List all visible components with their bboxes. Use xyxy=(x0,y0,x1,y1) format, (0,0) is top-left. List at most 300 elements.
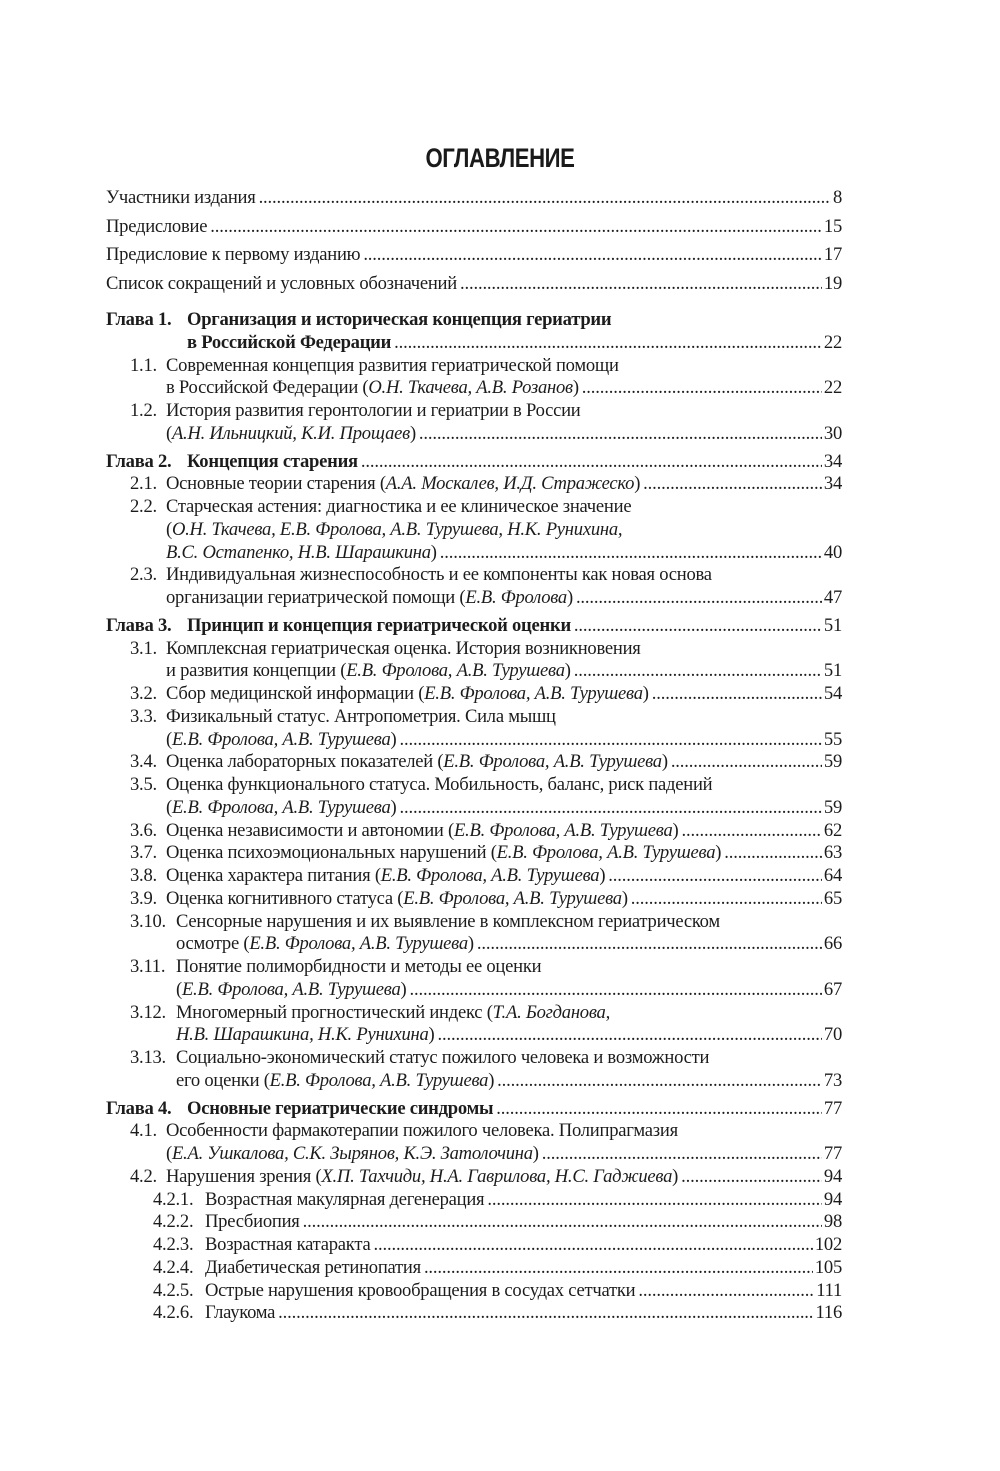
section-entry[interactable] xyxy=(106,956,842,1002)
entry-line xyxy=(106,1002,842,1025)
entry-title xyxy=(166,660,571,683)
entry-authors: Е.А. Ушкалова, С.К. Зырянов, К.Э. Затолочина xyxy=(171,1143,533,1164)
page-number: 67 xyxy=(823,978,842,1000)
entry-title xyxy=(166,1120,678,1143)
entry-text: Оценка лабораторных показателей ( xyxy=(166,751,444,773)
entry-line xyxy=(106,564,842,587)
entry-number: Глава 1. xyxy=(106,309,172,330)
dot-leader xyxy=(438,1024,822,1047)
entry-authors: О.Н. Ткачева, Е.В. Фролова, А.В. Турушева, Н.К. Рунихина, xyxy=(171,518,623,540)
entry-line xyxy=(106,1143,842,1166)
dot-leader xyxy=(399,797,821,820)
subsection-entry[interactable] xyxy=(106,1234,842,1257)
front-matter xyxy=(106,186,842,300)
entry-text: Организация и историческая концепция гериатрии xyxy=(187,309,612,330)
entry-text: ( xyxy=(166,518,172,540)
entry-title xyxy=(166,355,619,378)
entry-text: Принцип и концепция гериатрической оценки xyxy=(187,614,571,636)
entry-text: Сбор медицинской информации ( xyxy=(166,683,425,704)
entry-line xyxy=(106,979,842,1002)
chapter-entry[interactable] xyxy=(106,615,842,638)
subsection-entry[interactable] xyxy=(106,1280,842,1303)
section-entry[interactable] xyxy=(106,706,842,752)
entry-authors: А.А. Москалев, И.Д. Стражеско xyxy=(385,473,635,495)
section-entry[interactable] xyxy=(106,355,842,401)
entry-line xyxy=(106,400,842,423)
entry-title xyxy=(166,473,640,496)
entry-number: Глава 4. xyxy=(106,1097,172,1119)
entry-title xyxy=(166,774,712,797)
entry-line xyxy=(106,1120,842,1143)
page-number: 8 xyxy=(832,187,842,208)
entry-text: Оценка психоэмоциональных нарушений ( xyxy=(166,842,497,864)
entry-title xyxy=(166,377,579,400)
entry-authors: Е.В. Фролова, А.В. Турушева xyxy=(424,683,643,704)
entry-text: ) xyxy=(634,473,641,495)
entry-text: ( xyxy=(166,422,172,444)
entry-text: Сенсорные нарушения и их выявление в комплексном гериатрическом xyxy=(176,910,720,932)
page-number: 73 xyxy=(823,1069,842,1091)
section-entry[interactable] xyxy=(106,774,842,820)
entry-title xyxy=(176,1070,494,1093)
page-number: 51 xyxy=(823,614,842,636)
page-number: 94 xyxy=(823,1165,842,1187)
entry-line xyxy=(106,1234,842,1257)
section-entry[interactable] xyxy=(106,473,842,496)
entry-title xyxy=(176,1002,610,1025)
entry-text: История развития геронтологии и гериатрии в России xyxy=(166,400,581,421)
entry-authors: Т.А. Богданова, xyxy=(492,1001,610,1023)
entry-text: Глаукома xyxy=(205,1302,276,1324)
entry-line xyxy=(106,542,842,565)
entry-line xyxy=(106,1211,842,1234)
entry-number: 4.1. xyxy=(130,1120,157,1142)
entry-number: 3.1. xyxy=(130,637,157,659)
entry-line xyxy=(106,355,842,378)
entry-text: Социально-экономический статус пожилого человека и возможности xyxy=(176,1047,710,1068)
entry-line xyxy=(106,309,842,332)
chapter-entry[interactable] xyxy=(106,1098,842,1121)
entry-text: ) xyxy=(566,587,573,608)
entry-title: Предисловие к первому изданию xyxy=(106,244,361,265)
entry-authors: Е.В. Фролова, А.В. Турушева xyxy=(269,1069,489,1091)
dot-leader xyxy=(582,377,822,400)
dot-leader xyxy=(278,1302,813,1325)
section-entry[interactable] xyxy=(106,400,842,446)
entry-authors: Х.П. Тахчиди, Н.А. Гаврилова, Н.С. Гаджиева xyxy=(321,1165,673,1187)
entry-text: ) xyxy=(672,819,679,841)
entry-title xyxy=(187,1098,493,1121)
section-entry[interactable] xyxy=(106,865,842,888)
entry-text: в Российской Федерации xyxy=(187,331,392,353)
entry-title xyxy=(166,400,581,423)
entry-title xyxy=(166,542,437,565)
entry-line xyxy=(106,660,842,683)
entry-line xyxy=(106,797,842,820)
dot-leader xyxy=(542,1143,822,1166)
dot-leader xyxy=(724,842,822,865)
entry-text: ) xyxy=(532,1143,539,1164)
toc-entry[interactable] xyxy=(106,243,842,272)
entry-number: 3.5. xyxy=(130,774,157,795)
page-number: 17 xyxy=(823,244,842,265)
entry-title xyxy=(176,933,474,956)
entry-line xyxy=(106,1280,842,1303)
page-number: 116 xyxy=(815,1302,842,1324)
entry-text: ) xyxy=(599,865,606,886)
entry-line xyxy=(106,911,842,934)
entry-number: 2.2. xyxy=(130,496,157,517)
section-entry[interactable] xyxy=(106,911,842,957)
entry-line xyxy=(106,377,842,400)
section-entry[interactable] xyxy=(106,564,842,610)
entry-line xyxy=(106,587,842,610)
page-number: 111 xyxy=(816,1279,842,1301)
dot-leader xyxy=(361,451,822,474)
entry-number: Глава 3. xyxy=(106,614,172,636)
entry-authors: Е.В. Фролова, А.В. Турушева xyxy=(496,842,716,864)
toc-entry[interactable] xyxy=(106,215,842,244)
entry-text: осмотре ( xyxy=(176,933,250,955)
page-number: 22 xyxy=(823,331,842,353)
entry-text: ) xyxy=(672,1165,679,1187)
page-number: 40 xyxy=(823,541,842,563)
entry-line xyxy=(106,1047,842,1070)
entry-text: Диабетическая ретинопатия xyxy=(205,1256,421,1278)
entry-number: 3.6. xyxy=(130,819,157,841)
page-number: 59 xyxy=(823,751,842,773)
entry-text: Возрастная макулярная дегенерация xyxy=(205,1188,485,1210)
entry-title xyxy=(166,706,556,729)
section-entry[interactable] xyxy=(106,1002,842,1048)
entry-number: 1.2. xyxy=(130,400,157,421)
entry-authors: Е.В. Фролова, А.В. Турушева xyxy=(443,751,662,773)
page-number: 105 xyxy=(814,1256,842,1278)
entry-authors: Е.В. Фролова, А.В. Турушева xyxy=(346,660,565,682)
entry-line xyxy=(106,1024,842,1047)
entry-authors: Е.В. Фролова, А.В. Турушева xyxy=(181,978,401,1000)
entry-line xyxy=(106,888,842,911)
entry-title xyxy=(205,1211,300,1234)
entry-number: 3.4. xyxy=(130,751,157,773)
entry-line xyxy=(106,1257,842,1280)
dot-leader xyxy=(487,1189,822,1212)
entry-title xyxy=(166,820,678,843)
entry-title xyxy=(187,309,611,332)
dot-leader xyxy=(394,332,822,355)
entry-title xyxy=(176,1047,709,1070)
entry-authors: Н.В. Шарашкина, Н.К. Рунихина xyxy=(176,1024,429,1046)
entry-number: 3.2. xyxy=(130,683,157,704)
page-number: 102 xyxy=(814,1234,842,1255)
dot-leader xyxy=(496,1098,822,1121)
entry-title xyxy=(166,797,396,820)
entry-title xyxy=(205,1257,421,1280)
entry-text: ) xyxy=(715,842,722,864)
entry-line xyxy=(106,706,842,729)
section-entry[interactable] xyxy=(106,683,842,706)
entry-title xyxy=(205,1234,370,1257)
section-entry[interactable] xyxy=(106,1166,842,1189)
entry-number: Глава 2. xyxy=(106,450,172,472)
entry-text: ) xyxy=(642,683,649,704)
dot-leader xyxy=(399,729,821,752)
entry-number: 1.1. xyxy=(130,354,157,376)
entry-number: 3.11. xyxy=(130,956,166,977)
page-number: 63 xyxy=(823,842,842,864)
entry-number: 3.3. xyxy=(130,705,157,727)
entry-number: 3.9. xyxy=(130,887,157,909)
entry-title xyxy=(166,1143,539,1166)
page-number: 34 xyxy=(823,473,842,495)
entry-number: 2.1. xyxy=(130,473,157,495)
entry-text: и развития концепции ( xyxy=(166,660,347,682)
dot-leader xyxy=(409,979,821,1002)
page-number: 34 xyxy=(823,450,842,472)
entry-text: Индивидуальная жизнеспособность и ее компоненты как новая основа xyxy=(166,564,712,586)
entry-title xyxy=(166,842,721,865)
subsection-entry[interactable] xyxy=(106,1211,842,1234)
entry-title xyxy=(176,911,720,934)
entry-line xyxy=(106,519,842,542)
entry-title xyxy=(176,979,406,1002)
dot-leader xyxy=(477,933,822,956)
page-number: 51 xyxy=(823,660,842,682)
entry-line xyxy=(106,683,842,706)
entry-line xyxy=(106,751,842,774)
entry-title xyxy=(166,423,416,446)
entry-text: ) xyxy=(572,377,579,399)
entry-title xyxy=(166,683,649,706)
entry-text: Комплексная гериатрическая оценка. История возникновения xyxy=(166,637,641,659)
dot-leader xyxy=(210,215,822,244)
entry-line xyxy=(106,774,842,797)
entry-text: ) xyxy=(661,751,668,773)
entry-number: 4.2.3. xyxy=(153,1234,194,1255)
section-entry[interactable] xyxy=(106,496,842,564)
subsection-entry[interactable] xyxy=(106,1302,842,1325)
entry-text: Оценка характера питания ( xyxy=(166,865,381,886)
chapters xyxy=(106,309,842,1325)
page-number: 47 xyxy=(823,587,842,608)
page-number: 98 xyxy=(823,1211,842,1233)
entry-title xyxy=(166,496,631,519)
entry-title xyxy=(205,1302,275,1325)
entry-title xyxy=(166,638,641,661)
entry-authors: Е.В. Фролова xyxy=(465,587,567,608)
entry-text: ) xyxy=(400,978,407,1000)
entry-number: 4.2.5. xyxy=(153,1279,194,1301)
page-number: 15 xyxy=(823,215,842,237)
dot-leader xyxy=(576,587,822,610)
entry-line xyxy=(106,451,842,474)
entry-number: 3.8. xyxy=(130,865,157,886)
section-entry[interactable] xyxy=(106,842,842,865)
entry-text: ( xyxy=(176,978,182,1000)
entry-line xyxy=(106,933,842,956)
chapter-entry[interactable] xyxy=(106,309,842,355)
entry-text: Нарушения зрения ( xyxy=(166,1165,322,1187)
entry-text: ( xyxy=(166,728,172,750)
entry-text: ( xyxy=(166,796,172,818)
entry-title xyxy=(166,729,396,752)
entry-title: Участники издания xyxy=(106,187,256,208)
dot-leader xyxy=(681,1166,822,1189)
entry-title xyxy=(166,888,628,911)
entry-text: Возрастная катаракта xyxy=(205,1234,371,1255)
dot-leader xyxy=(363,243,822,272)
page-title: ОГЛАВЛЕНИЕ xyxy=(425,143,575,173)
dot-leader xyxy=(303,1211,822,1234)
dot-leader xyxy=(631,888,822,911)
entry-number: 3.7. xyxy=(130,842,157,864)
entry-text: ( xyxy=(166,1143,172,1164)
entry-text: ) xyxy=(488,1069,495,1091)
page-number: 54 xyxy=(823,683,842,704)
entry-title xyxy=(166,751,668,774)
page-number: 55 xyxy=(823,728,842,750)
page-number: 59 xyxy=(823,796,842,818)
section-entry[interactable] xyxy=(106,888,842,911)
entry-text: Концепция старения xyxy=(187,450,358,472)
entry-number: 3.12. xyxy=(130,1001,166,1023)
table-of-contents xyxy=(106,186,842,1325)
page-number: 66 xyxy=(823,933,842,955)
entry-line xyxy=(106,729,842,752)
entry-number: 4.2. xyxy=(130,1165,157,1187)
entry-line xyxy=(106,820,842,843)
entry-authors: Е.В. Фролова, А.В. Турушева xyxy=(249,933,468,955)
entry-title xyxy=(166,564,712,587)
entry-line xyxy=(106,1098,842,1121)
entry-text: Основные теории старения ( xyxy=(166,473,386,495)
entry-line xyxy=(106,638,842,661)
entry-text: ) xyxy=(390,728,397,750)
entry-text: ) xyxy=(467,933,474,955)
entry-text: организации гериатрической помощи ( xyxy=(166,587,466,608)
dot-leader xyxy=(574,660,822,683)
dot-leader xyxy=(424,1257,813,1280)
section-entry[interactable] xyxy=(106,638,842,684)
section-entry[interactable] xyxy=(106,820,842,843)
dot-leader xyxy=(460,272,822,301)
toc-entry[interactable] xyxy=(106,186,842,215)
section-entry[interactable] xyxy=(106,1120,842,1166)
entry-title xyxy=(176,1024,435,1047)
entry-text: ) xyxy=(564,660,571,682)
dot-leader xyxy=(440,542,822,565)
entry-text: его оценки ( xyxy=(176,1069,270,1091)
entry-line xyxy=(106,1189,842,1212)
entry-title xyxy=(205,1280,635,1303)
entry-line xyxy=(106,956,842,979)
entry-title xyxy=(187,615,571,638)
entry-title xyxy=(187,451,358,474)
entry-text: Оценка когнитивного статуса ( xyxy=(166,887,404,909)
subsection-entry[interactable] xyxy=(106,1257,842,1280)
dot-leader xyxy=(681,820,821,843)
dot-leader xyxy=(608,865,822,888)
entry-authors: Е.В. Фролова, А.В. Турушева xyxy=(403,887,622,909)
entry-authors: Е.В. Фролова, А.В. Турушева xyxy=(453,819,673,841)
dot-leader xyxy=(259,186,831,215)
entry-text: ) xyxy=(621,887,628,909)
entry-line xyxy=(106,842,842,865)
page-number: 65 xyxy=(823,887,842,909)
entry-number: 4.2.2. xyxy=(153,1211,194,1233)
entry-line xyxy=(106,473,842,496)
page-number: 77 xyxy=(823,1097,842,1119)
entry-line xyxy=(106,1302,842,1325)
dot-leader xyxy=(671,751,822,774)
entry-text: ) xyxy=(409,422,416,444)
entry-title xyxy=(166,587,573,610)
entry-line xyxy=(106,1070,842,1093)
entry-text: в Российской Федерации ( xyxy=(166,377,369,399)
page-number: 70 xyxy=(823,1024,842,1046)
entry-title: Предисловие xyxy=(106,215,208,237)
entry-text: ) xyxy=(430,541,437,563)
entry-authors: Е.В. Фролова, А.В. Турушева xyxy=(171,796,391,818)
page-number: 19 xyxy=(823,272,842,294)
section-entry[interactable] xyxy=(106,1047,842,1093)
dot-leader xyxy=(643,473,822,496)
entry-text: Острые нарушения кровообращения в сосудах сетчатки xyxy=(205,1279,636,1301)
chapter-entry[interactable] xyxy=(106,451,842,474)
page-number: 77 xyxy=(823,1143,842,1164)
entry-line xyxy=(106,496,842,519)
entry-text: Старческая астения: диагностика и ее клиническое значение xyxy=(166,496,632,517)
entry-line xyxy=(106,1166,842,1189)
entry-authors: О.Н. Ткачева, А.В. Розанов xyxy=(368,377,573,399)
subsection-entry[interactable] xyxy=(106,1189,842,1212)
toc-entry[interactable] xyxy=(106,272,842,301)
entry-authors: В.С. Остапенко, Н.В. Шарашкина xyxy=(166,541,431,563)
entry-text: ) xyxy=(428,1024,435,1046)
entry-number: 2.3. xyxy=(130,564,157,586)
entry-authors: Е.В. Фролова, А.В. Турушева xyxy=(380,865,600,886)
page-number: 94 xyxy=(823,1188,842,1210)
entry-title xyxy=(205,1189,484,1212)
entry-text: Оценка независимости и автономии ( xyxy=(166,819,454,841)
dot-leader xyxy=(652,683,822,706)
entry-number: 3.13. xyxy=(130,1047,166,1068)
entry-title: Список сокращений и условных обозначений xyxy=(106,272,457,294)
entry-number: 4.2.1. xyxy=(153,1188,194,1210)
entry-text: Понятие полиморбидности и методы ее оценки xyxy=(176,956,542,977)
dot-leader xyxy=(419,423,822,446)
page-number: 62 xyxy=(823,819,842,841)
dot-leader xyxy=(497,1070,822,1093)
entry-text: ) xyxy=(390,796,397,818)
entry-authors: Е.В. Фролова, А.В. Турушева xyxy=(171,728,391,750)
entry-number: 4.2.4. xyxy=(153,1256,194,1278)
page-number: 22 xyxy=(823,377,842,399)
section-entry[interactable] xyxy=(106,751,842,774)
entry-number: 4.2.6. xyxy=(153,1302,194,1324)
entry-title xyxy=(166,1166,678,1189)
page-number: 30 xyxy=(823,422,842,444)
entry-authors: А.Н. Ильницкий, К.И. Прощаев xyxy=(171,422,410,444)
entry-line xyxy=(106,423,842,446)
dot-leader xyxy=(638,1280,814,1303)
entry-text: Оценка функционального статуса. Мобильность, баланс, риск падений xyxy=(166,774,713,795)
dot-leader xyxy=(574,615,822,638)
entry-line xyxy=(106,615,842,638)
entry-title xyxy=(166,519,622,542)
dot-leader xyxy=(373,1234,812,1257)
entry-title xyxy=(176,956,541,979)
